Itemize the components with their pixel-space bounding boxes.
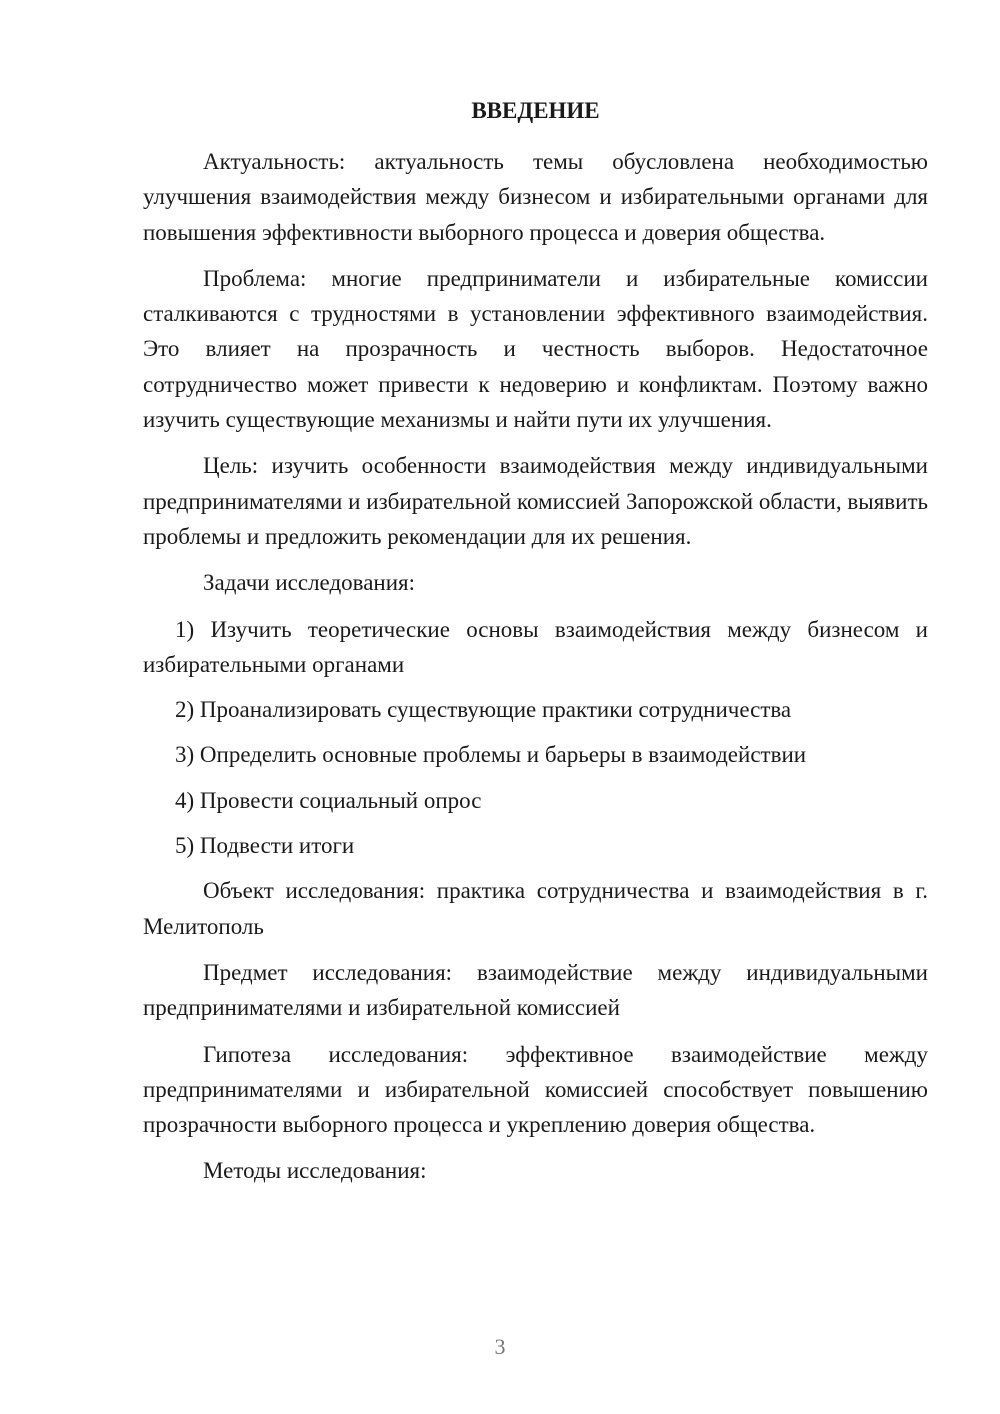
task-item-4: 4) Провести социальный опрос (175, 787, 482, 813)
task-item-5: 5) Подвести итоги (175, 833, 355, 859)
paragraph-problem: Проблема: многие предприниматели и избирательные комиссии сталкиваются с трудностями в установлении эффективного взаимодействия. Это влияет на прозрачность и честность выборов. Недостаточное сотрудничество может привести к недоверию и конфликтам. Поэтому важно изучить существующие механизмы и найти пути их улучшения. (143, 265, 928, 433)
task-item-2: 2) Проанализировать существующие практики сотрудничества (175, 697, 792, 723)
paragraph-tasks-heading: Задачи исследования: (203, 570, 416, 596)
paragraph-object: Объект исследования: практика сотрудничества и взаимодействия в г. Мелитополь (143, 878, 928, 939)
page-content (143, 96, 928, 1200)
task-item-3: 3) Определить основные проблемы и барьеры в взаимодействии (175, 742, 807, 768)
page-title: ВВЕДЕНИЕ (471, 98, 600, 123)
paragraph-subject: Предмет исследования: взаимодействие между индивидуальными предпринимателями и избирательной комиссией (143, 959, 928, 1021)
task-item-1: 1) Изучить теоретические основы взаимодействия между бизнесом и избирательными органами (143, 616, 928, 677)
paragraph-methods: Методы исследования: (203, 1158, 427, 1184)
paragraph-relevance: Актуальность: актуальность темы обусловлена необходимостью улучшения взаимодействия между бизнесом и избирательными органами для повышения эффективности выборного процесса и доверия общества. (143, 149, 928, 245)
paragraph-hypothesis: Гипотеза исследования: эффективное взаимодействие между предпринимателями и избирательной комиссией способствует повышению прозрачности выборного процесса и укреплению доверия общества. (143, 1041, 928, 1138)
paragraph-goal: Цель: изучить особенности взаимодействия между индивидуальными предпринимателями и избирательной комиссией Запорожской области, выявить проблемы и предложить рекомендации для их решения. (143, 453, 928, 549)
page-number: 3 (494, 1334, 506, 1359)
